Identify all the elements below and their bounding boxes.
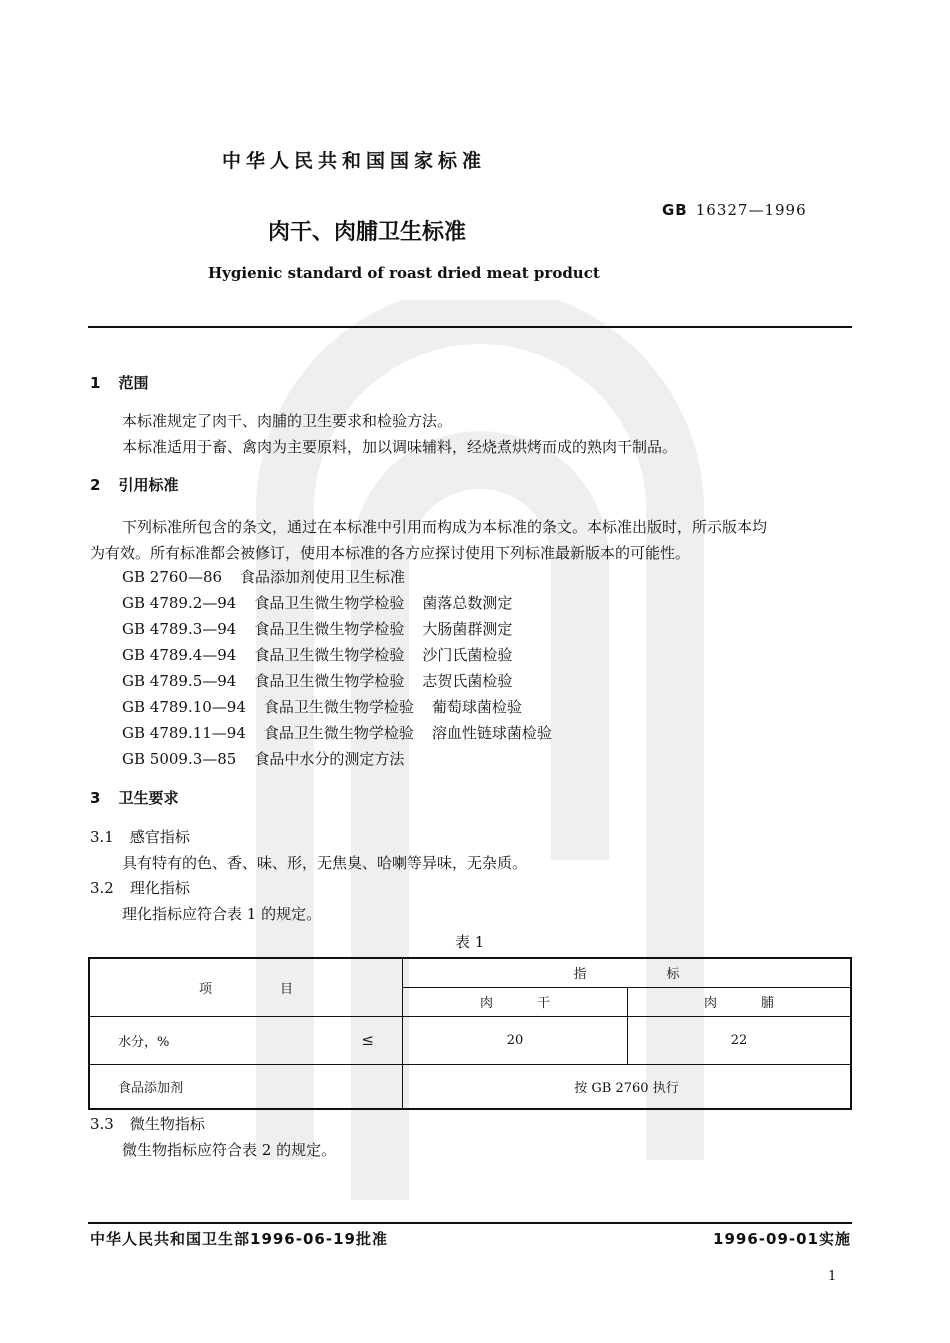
section-number: 2 xyxy=(90,476,101,494)
table-row-moisture-label: 水分，% ≤ xyxy=(89,1016,403,1064)
code-number: 16327—1996 xyxy=(695,201,807,219)
section-2-heading xyxy=(90,474,178,495)
reference-item: GB 2760—86 食品添加剂使用卫生标准 xyxy=(122,568,406,586)
english-title: Hygienic standard of roast dried meat product xyxy=(208,264,600,282)
physicochemical-indicators-text: 理化指标应符合表 1 的规定。 xyxy=(122,905,322,923)
table-cell-moisture-meat-jerky: 22 xyxy=(628,1016,852,1064)
section-number: 1 xyxy=(90,374,101,392)
section-title: 范围 xyxy=(118,374,149,392)
references-intro-line-1: 下列标准所包含的条文，通过在本标准中引用而构成为本标准的条文。本标准出版时，所示版本均 xyxy=(122,518,768,536)
table-row-additives-label: 食品添加剂 xyxy=(89,1065,403,1109)
scope-paragraph-2: 本标准适用于畜、禽肉为主要原料，加以调味辅料，经烧煮烘烤而成的熟肉干制品。 xyxy=(122,438,678,456)
references-intro-line-2: 为有效。所有标准都会被修订，使用本标准的各方应探讨使用下列标准最新版本的可能性。 xyxy=(90,544,691,562)
section-number: 3 xyxy=(90,789,101,807)
header-rule xyxy=(88,326,852,328)
document-title: 肉干、肉脯卫生标准 xyxy=(268,220,467,245)
section-title: 引用标准 xyxy=(118,476,179,494)
less-equal-symbol: ≤ xyxy=(361,1030,374,1049)
code-prefix: GB xyxy=(662,201,688,219)
standard-code xyxy=(662,201,807,219)
reference-item: GB 4789.10—94 食品卫生微生物学检验 葡萄球菌检验 xyxy=(122,698,522,716)
effective-date-line: 1996-09-01实施 xyxy=(713,1230,851,1248)
table-cell-additives-value: 按 GB 2760 执行 xyxy=(403,1065,852,1109)
reference-item: GB 4789.2—94 食品卫生微生物学检验 菌落总数测定 xyxy=(122,594,513,612)
section-3-heading xyxy=(90,787,178,808)
table-col-meat-jerky: 肉 脯 xyxy=(628,987,852,1016)
sensory-indicators-text: 具有特有的色、香、味、形，无焦臭、哈喇等异味，无杂质。 xyxy=(122,854,528,872)
reference-item: GB 4789.11—94 食品卫生微生物学检验 溶血性链球菌检验 xyxy=(122,724,552,742)
subsection-3-1-heading: 3.1 感官指标 xyxy=(90,828,190,846)
microbial-indicators-text: 微生物指标应符合表 2 的规定。 xyxy=(122,1141,337,1159)
table-index-header: 指 标 xyxy=(403,958,852,987)
table-cell-moisture-dried-meat: 20 xyxy=(403,1016,628,1064)
national-standard-label: 中华人民共和国国家标准 xyxy=(222,150,487,172)
subsection-3-3-heading: 3.3 微生物指标 xyxy=(90,1115,205,1133)
table-1-caption: 表 1 xyxy=(455,933,485,951)
scope-paragraph-1: 本标准规定了肉干、肉脯的卫生要求和检验方法。 xyxy=(122,412,453,430)
reference-item: GB 4789.4—94 食品卫生微生物学检验 沙门氏菌检验 xyxy=(122,646,513,664)
section-title: 卫生要求 xyxy=(118,789,179,807)
section-1-heading xyxy=(90,372,148,393)
reference-item: GB 4789.3—94 食品卫生微生物学检验 大肠菌群测定 xyxy=(122,620,513,638)
footer-rule xyxy=(88,1222,852,1224)
page-number: 1 xyxy=(828,1269,837,1284)
table-1 xyxy=(88,957,852,1110)
subsection-3-2-heading: 3.2 理化指标 xyxy=(90,879,190,897)
reference-item: GB 5009.3—85 食品中水分的测定方法 xyxy=(122,750,405,768)
reference-item: GB 4789.5—94 食品卫生微生物学检验 志贺氏菌检验 xyxy=(122,672,513,690)
table-item-header: 项 目 xyxy=(89,958,403,1016)
approval-line: 中华人民共和国卫生部1996-06-19批准 xyxy=(90,1230,388,1248)
table-col-dried-meat: 肉 干 xyxy=(403,987,628,1016)
